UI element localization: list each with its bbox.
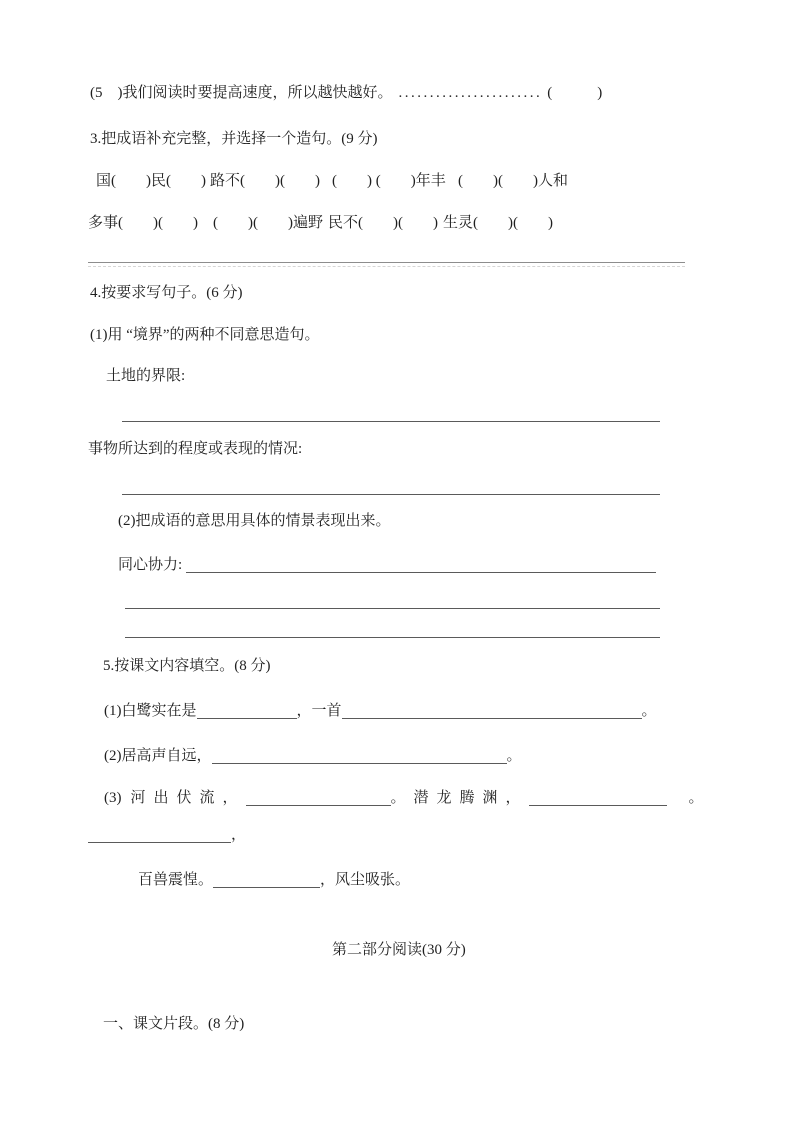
fill-item-1 [104, 702, 657, 721]
fill-item-1-text: (1)白鹭实在是 [104, 703, 197, 719]
idiom-blank-group: ( )( )人和 [458, 173, 568, 189]
fill-item-3-mid: 。潜龙腾渊， [390, 790, 529, 806]
fill-item-3-number: (3) [104, 790, 122, 806]
writing-blank-line [122, 404, 660, 422]
answer-blank [529, 790, 667, 806]
question-4-sub-2: (2)把成语的意思用具体的情景表现出来。 [118, 513, 391, 529]
writing-blank-line [122, 477, 660, 495]
judgment-item-5-text: (5 )我们阅读时要提高速度，所以越快越好。 [90, 85, 393, 101]
answer-blank [213, 872, 320, 888]
answer-blank [197, 703, 297, 719]
answer-bracket: ( ) [547, 85, 603, 101]
fill-item-3-end: 。 [688, 790, 704, 806]
answer-blank [212, 748, 507, 764]
meaning-label-1: 土地的界限: [106, 368, 186, 384]
answer-blank [342, 703, 642, 719]
meaning-label-2: 事物所达到的程度或表现的情况: [88, 441, 303, 457]
fill-item-3-continuation [88, 826, 246, 845]
writing-blank-line [125, 620, 660, 638]
question-5-title: 5.按课文内容填空。(8 分) [103, 658, 271, 674]
fill-item-4-text: 百兽震惶。 [138, 872, 214, 888]
fill-item-2 [104, 747, 522, 766]
idiom-blank-group: 生灵( )( ) [443, 215, 553, 231]
question-4-title: 4.按要求写句子。(6 分) [90, 285, 243, 301]
fill-item-1-mid: ，一首 [296, 703, 342, 719]
question-4-sub-1: (1)用 “境界”的两种不同意思造句。 [90, 327, 320, 343]
idiom-blank-group: 路不( )( ) [210, 173, 320, 189]
idiom-prompt-line [118, 556, 656, 575]
answer-blank [246, 790, 391, 806]
section-divider [88, 262, 685, 263]
fill-item-3-continuation-comma: ， [231, 827, 247, 843]
writing-blank-line [125, 591, 660, 609]
idiom-blank-group: ( )( )遍野 [213, 215, 323, 231]
fill-item-4 [138, 871, 410, 890]
idiom-blank-group: ( ) ( )年丰 [332, 173, 446, 189]
fill-item-3 [104, 789, 704, 808]
idiom-prompt: 同心协力: [118, 557, 183, 573]
fill-item-1-end: 。 [641, 703, 657, 719]
dot-leader: ....................... [398, 85, 543, 101]
idiom-blank-group: 国( )民( ) [96, 173, 206, 189]
question-3-title: 3.把成语补充完整，并选择一个造句。(9 分) [90, 131, 378, 147]
section-divider-shadow [88, 266, 685, 267]
idiom-blank-group: 多事( )( ) [88, 215, 198, 231]
fill-item-2-end: 。 [506, 748, 522, 764]
answer-blank [186, 557, 656, 573]
answer-blank [88, 827, 231, 843]
part-2-heading: 第二部分阅读(30 分) [332, 942, 466, 958]
judgment-item-5 [90, 84, 602, 103]
fill-item-3-text: 河出伏流， [130, 790, 246, 806]
fill-item-4-end: ，风尘吸张。 [320, 872, 411, 888]
reading-section-1-title: 一、课文片段。(8 分) [103, 1016, 245, 1032]
idiom-blank-group: 民不( )( ) [328, 215, 438, 231]
fill-item-2-text: (2)居高声自远， [104, 748, 212, 764]
